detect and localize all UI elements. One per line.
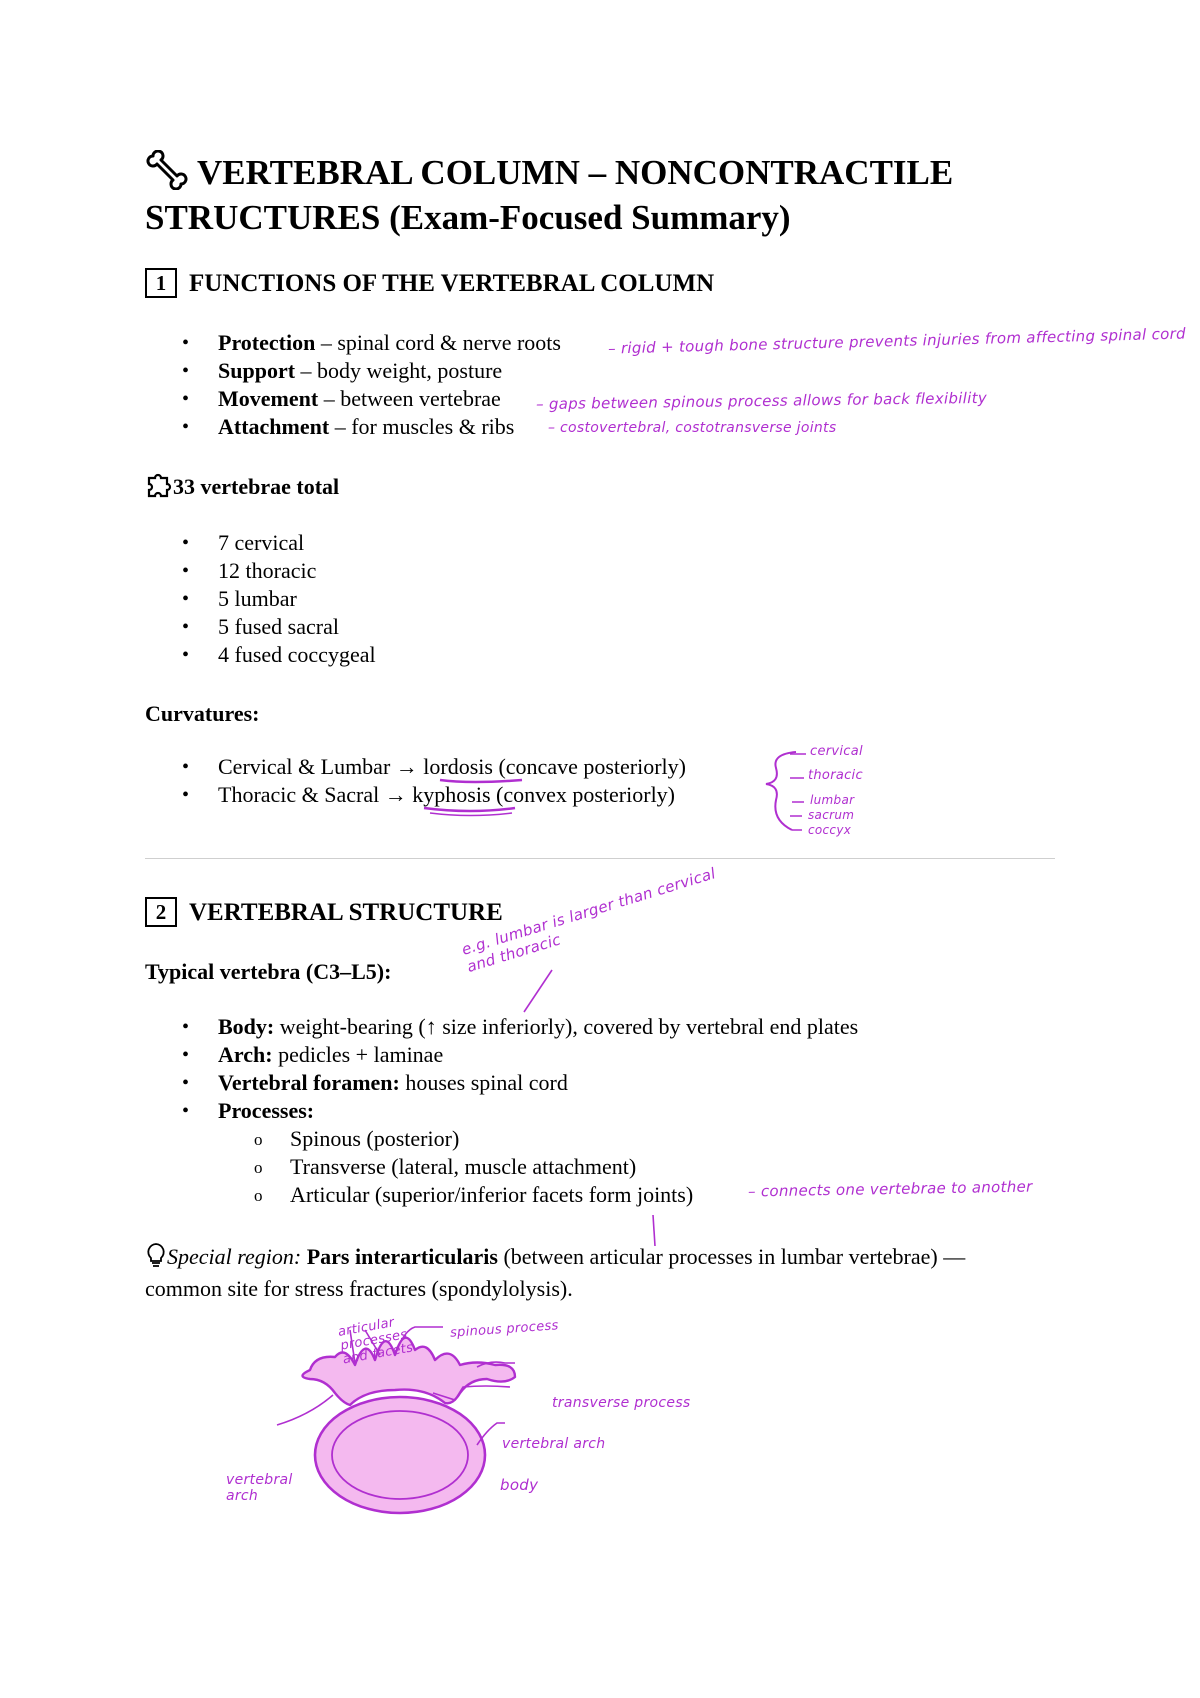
vertebral-body-shape	[315, 1397, 485, 1513]
process-item: o Transverse (lateral, muscle attachment)	[252, 1154, 693, 1182]
diagram-label-arch-right: vertebral arch	[502, 1436, 606, 1452]
diagram-label-body: body	[500, 1476, 539, 1494]
title-text: VERTEBRAL COLUMN – NONCONTRACTILE STRUCTURES (Exam-Focused Summary)	[145, 153, 954, 237]
process-item: o Spinous (posterior)	[252, 1126, 693, 1154]
function-item: • Attachment – for muscles & ribs	[180, 414, 561, 442]
handwritten-note-movement: – gaps between spinous process allows for back flexibility	[535, 388, 988, 414]
vertebra-count-item: • 4 fused coccygeal	[180, 642, 376, 670]
function-item: • Movement – between vertebrae	[180, 386, 561, 414]
curve-note-cervical: cervical	[810, 744, 863, 759]
diagram-label-articular: articular processes and facets	[336, 1315, 415, 1368]
curve-note-lumbar: lumbar	[810, 793, 855, 807]
vertebra-count-item: • 5 fused sacral	[180, 614, 376, 642]
section-2-heading	[145, 897, 503, 928]
part-item: • Processes:	[180, 1098, 858, 1126]
section-1-title: FUNCTIONS OF THE VERTEBRAL COLUMN	[189, 270, 715, 297]
curve-note-sacrum: sacrum	[808, 808, 855, 822]
section-2-number: 2	[145, 897, 177, 927]
diagram-label-spinous: spinous process	[449, 1318, 560, 1341]
special-region-paragraph: Special region: Pars interarticularis (between articular processes in lumbar vertebrae) — common site for stress fractures (spondylolysis).	[145, 1244, 966, 1301]
curvature-item: • Cervical & Lumbar → lordosis (concave posteriorly)	[180, 754, 686, 782]
process-item: o Articular (superior/inferior facets form joints)	[252, 1182, 693, 1210]
part-item: • Vertebral foramen: houses spinal cord	[180, 1070, 858, 1098]
curve-note-coccyx: coccyx	[808, 823, 852, 837]
curve-note-thoracic: thoracic	[808, 768, 863, 783]
section-divider	[145, 858, 1055, 859]
part-item: • Arch: pedicles + laminae	[180, 1042, 858, 1070]
vertebra-count-item: • 7 cervical	[180, 530, 376, 558]
function-item: • Protection – spinal cord & nerve roots	[180, 330, 561, 358]
curvatures-heading: Curvatures:	[145, 701, 260, 726]
vertebrae-total-heading: 33 vertebrae total	[145, 472, 339, 505]
processes-list	[252, 1126, 693, 1210]
part-item: • Body: weight-bearing (↑ size inferiorly), covered by vertebral end plates	[180, 1014, 858, 1042]
typical-vertebra-heading: Typical vertebra (C3–L5):	[145, 959, 392, 984]
handwritten-note-attachment: – costovertebral, costotransverse joints	[548, 420, 837, 436]
section-1-number: 1	[145, 268, 177, 298]
kyphosis-term: kyphosis	[412, 782, 491, 807]
curvature-item: • Thoracic & Sacral → kyphosis (convex posteriorly)	[180, 782, 686, 810]
section-2-title: VERTEBRAL STRUCTURE	[189, 899, 503, 926]
diagram-label-transverse: transverse process	[552, 1395, 691, 1411]
handwritten-note-typical: e.g. lumbar is larger than cervical and thoracic	[459, 864, 718, 976]
lordosis-term: lordosis	[423, 754, 493, 779]
function-item: • Support – body weight, posture	[180, 358, 561, 386]
handwritten-note-articular: – connects one vertebrae to another	[747, 1177, 1033, 1201]
vertebra-count-item: • 12 thoracic	[180, 558, 376, 586]
diagram-label-arch-left: vertebral arch	[226, 1472, 293, 1504]
vertebra-parts-list	[180, 1014, 858, 1126]
lightbulb-icon	[145, 1242, 167, 1275]
handwritten-note-protection: – rigid + tough bone structure prevents injuries from affecting spinal cord	[607, 324, 1187, 358]
vertebra-diagram	[215, 1305, 715, 1540]
vertebra-count-item: • 5 lumbar	[180, 586, 376, 614]
